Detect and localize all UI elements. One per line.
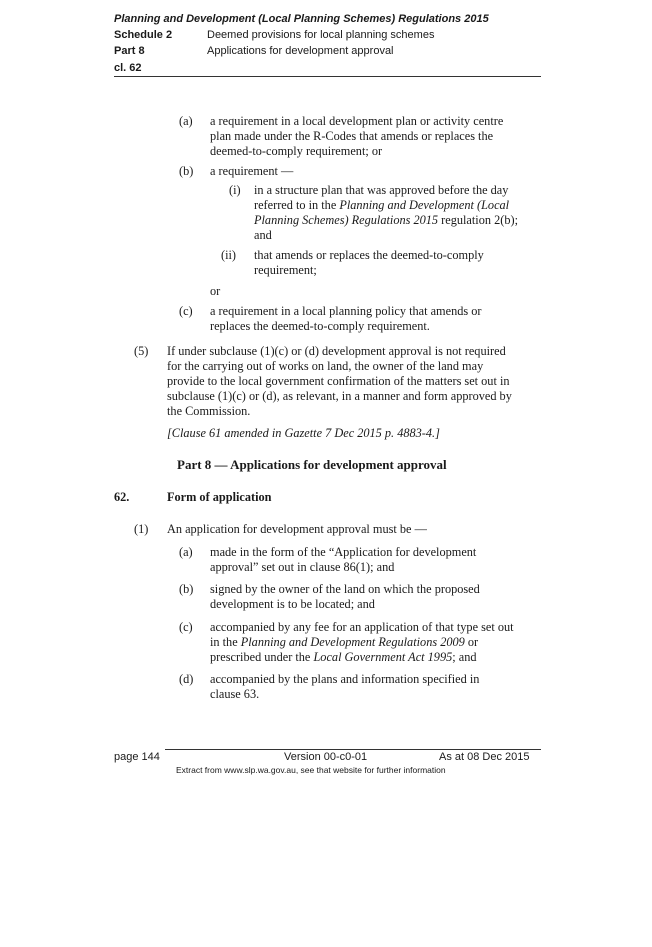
para-a-label: (a): [179, 114, 193, 128]
clause-number: 62.: [114, 490, 130, 504]
subpara-i-line1: in a structure plan that was approved before the day: [254, 183, 509, 197]
item-1a-line2: approval” set out in clause 86(1); and: [210, 560, 395, 574]
para-a-line2: plan made under the R-Codes that amends or replaces the: [210, 129, 494, 143]
subpara-i-label: (i): [229, 183, 241, 197]
subclause-5-line4: subclause (1)(c) or (d), as relevant, in a manner and form approved by: [167, 389, 512, 403]
footer-extract-note: Extract from www.slp.wa.gov.au, see that website for further information: [176, 765, 446, 775]
subclause-1-label: (1): [134, 522, 149, 536]
header-rule: [114, 76, 541, 77]
item-1b-line2: development is to be located; and: [210, 597, 375, 611]
item-1a-line1: made in the form of the “Application for development: [210, 545, 477, 559]
subpara-i-line3: Planning Schemes) Regulations 2015 regulation 2(b);: [254, 213, 518, 227]
header-part-value: Applications for development approval: [207, 45, 394, 57]
header-clause-key: cl. 62: [114, 62, 142, 74]
item-1d-line2: clause 63.: [210, 687, 260, 701]
para-b-label: (b): [179, 164, 194, 178]
item-1c-line1: accompanied by any fee for an application of that type set out: [210, 620, 514, 634]
para-c-line1: a requirement in a local planning policy that amends or: [210, 304, 482, 318]
subpara-i-line4: and: [254, 228, 272, 242]
amendment-note: [Clause 61 amended in Gazette 7 Dec 2015 p. 4883-4.]: [167, 426, 440, 440]
subclause-5-line2: for the carrying out of works on land, the owner of the land may: [167, 359, 484, 373]
para-c-label: (c): [179, 304, 193, 318]
header-part-key: Part 8: [114, 45, 145, 57]
subpara-i-line2: referred to in the Planning and Development (Local: [254, 198, 510, 212]
item-1c-label: (c): [179, 620, 193, 634]
para-b-line: a requirement —: [210, 164, 294, 178]
subclause-5-line5: the Commission.: [167, 404, 251, 418]
item-1d-label: (d): [179, 672, 194, 686]
footer-date: As at 08 Dec 2015: [439, 751, 530, 763]
or-connector: or: [210, 284, 221, 298]
item-1b-line1: signed by the owner of the land on which the proposed: [210, 582, 480, 596]
subclause-5-label: (5): [134, 344, 149, 358]
clause-title: Form of application: [167, 490, 272, 504]
item-1a-label: (a): [179, 545, 193, 559]
para-a-line3: deemed-to-comply requirement; or: [210, 144, 383, 158]
subpara-ii-label: (ii): [221, 248, 237, 262]
item-1c-line2: in the Planning and Development Regulations 2009 or: [210, 635, 479, 649]
part-heading: Part 8 — Applications for development approval: [177, 457, 447, 472]
para-a-line1: a requirement in a local development plan or activity centre: [210, 114, 504, 128]
para-c-line2: replaces the deemed-to-comply requirement.: [210, 319, 430, 333]
subclause-1-line: An application for development approval must be —: [167, 522, 427, 536]
item-1d-line1: accompanied by the plans and information specified in: [210, 672, 480, 686]
footer-version: Version 00-c0-01: [284, 751, 368, 763]
subpara-ii-line2: requirement;: [254, 263, 317, 277]
subclause-5-line3: provide to the local government confirmation of the matters set out in: [167, 374, 510, 388]
item-1b-label: (b): [179, 582, 194, 596]
document-title: Planning and Development (Local Planning Schemes) Regulations 2015: [114, 13, 489, 25]
subpara-ii-line1: that amends or replaces the deemed-to-comply: [254, 248, 484, 262]
footer-page-number: page 144: [114, 751, 160, 763]
subclause-5-line1: If under subclause (1)(c) or (d) development approval is not required: [167, 344, 506, 358]
header-schedule-key: Schedule 2: [114, 29, 173, 41]
item-1c-line3: prescribed under the Local Government Act 1995; and: [210, 650, 477, 664]
header-schedule-value: Deemed provisions for local planning schemes: [207, 29, 435, 41]
